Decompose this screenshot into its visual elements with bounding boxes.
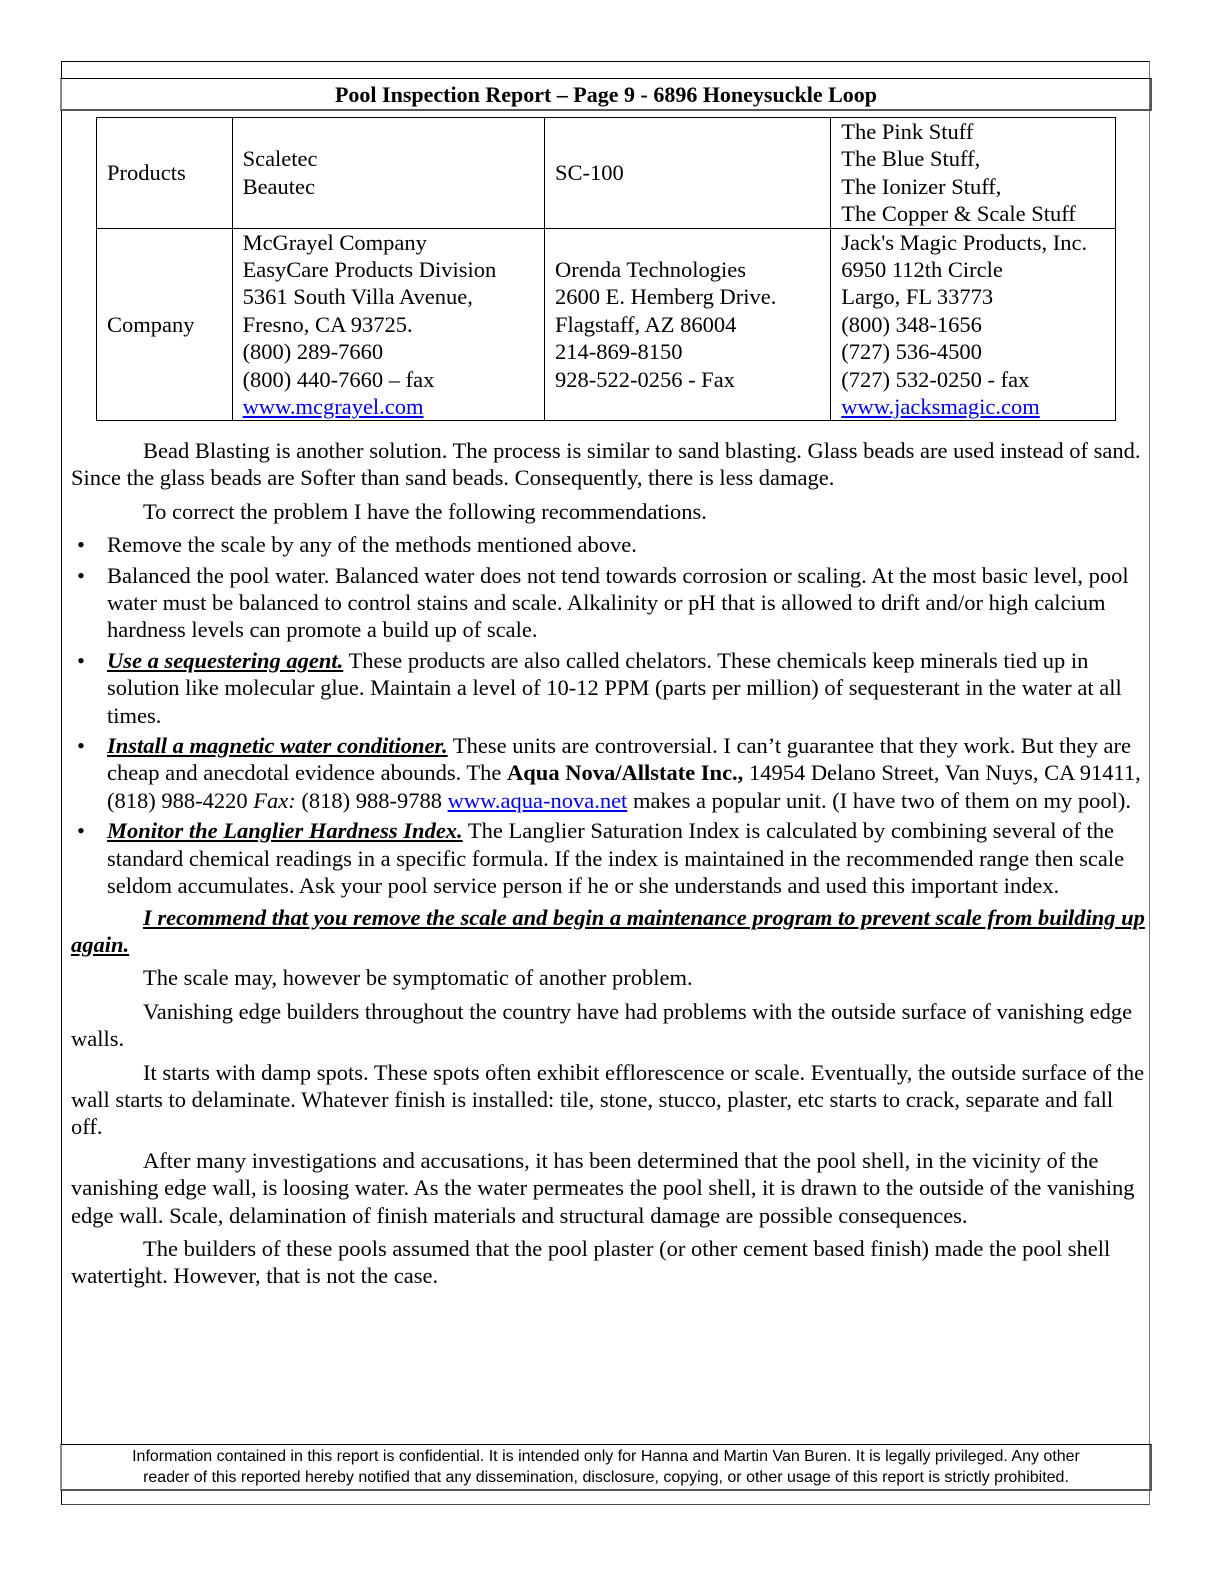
recommendations-list [71, 531, 1146, 899]
list-item-remove-scale: • Remove the scale by any of the methods mentioned above. [71, 531, 1146, 558]
bullet-icon: • [77, 562, 85, 588]
list-item-sequestering-agent: • Use a sequestering agent. These products are also called chelators. These chemicals keep minerals tied up in solution like molecular glue. Maintain a level of 10-12 PPM (parts per million) of sequesterant in the water at all times. [71, 647, 1146, 729]
products-cell-mcgrayel: Scaletec Beautec [232, 118, 544, 229]
products-table [96, 117, 1116, 421]
paragraph-vanishing-edge: Vanishing edge builders throughout the country have had problems with the outside surface of vanishing edge walls. [71, 998, 1133, 1052]
magnetic-heading: Install a magnetic water conditioner. [107, 733, 448, 759]
products-cell-jacksmagic: The Pink Stuff The Blue Stuff, The Ionizer Stuff, The Copper & Scale Stuff [831, 118, 1116, 229]
bullet-icon: • [77, 733, 85, 759]
paragraph-recommendations-intro: To correct the problem I have the following recommendations. [143, 498, 707, 524]
report-body [71, 437, 1146, 1296]
paragraph-investigations: After many investigations and accusations, it has been determined that the pool shell, in the vicinity of the vanishing edge wall, is loosing water. As the water permeates the pool shell, it is drawn to the outside of the vanishing edge wall. Scale, delamination of finish materials and structural damage are possible consequences. [71, 1147, 1135, 1228]
confidentiality-footer [60, 1444, 1152, 1491]
paragraph-recommendation: I recommend that you remove the scale and begin a maintenance program to prevent scale from building up again. [71, 904, 1145, 957]
aqua-nova-company: Aqua Nova/Allstate Inc., [507, 760, 744, 786]
bullet-icon: • [77, 532, 85, 558]
footer-line-2: reader of this reported hereby notified that any dissemination, disclosure, copying, or other usage of this report is strictly prohibited. [143, 1469, 1069, 1486]
footer-line-1: Information contained in this report is confidential. It is intended only for Hanna and Martin Van Buren. It is legally privileged. Any other [132, 1448, 1080, 1465]
paragraph-symptomatic: The scale may, however be symptomatic of another problem. [143, 965, 693, 991]
aqua-nova-link[interactable]: www.aqua-nova.net [447, 787, 628, 813]
paragraph-builders: The builders of these pools assumed that the pool plaster (or other cement based finish) made the pool shell watertight. However, that is not the case. [71, 1235, 1111, 1289]
company-cell-mcgrayel: McGrayel Company EasyCare Products Division 5361 South Villa Avenue, Fresno, CA 93725. (800) 289-7660 (800) 440-7660 – fax www.mcgrayel.com [232, 228, 544, 421]
row-label-products: Products [97, 118, 233, 229]
paragraph-damp-spots: It starts with damp spots. These spots often exhibit efflorescence or scale. Eventually, the outside surface of the wall starts to delaminate. Whatever finish is installed: tile, stone, stucco, plaster, etc starts to crack, separate and fall off. [71, 1059, 1145, 1140]
page-header [60, 78, 1152, 111]
bullet-icon: • [77, 818, 85, 844]
company-cell-jacksmagic: Jack's Magic Products, Inc. 6950 112th Circle Largo, FL 33773 (800) 348-1656 (727) 536-4500 (727) 532-0250 - fax www.jacksmagic.com [831, 228, 1116, 421]
list-item-magnetic-conditioner: • Install a magnetic water conditioner. These units are controversial. I can’t guarantee that they work. But they are cheap and anecdotal evidence abounds. The Aqua Nova/Allstate Inc., 14954 Delano Street, Van Nuys, CA 91411, (818) 988-4220 Fax: (818) 988-9788 www.aqua-nova.net makes a popular unit. (I have two of them on my pool). [71, 732, 1146, 814]
row-label-company: Company [97, 228, 233, 421]
jacksmagic-link[interactable]: www.jacksmagic.com [841, 394, 1040, 420]
table-row-products [97, 118, 1116, 229]
products-cell-orenda: SC-100 [544, 118, 830, 229]
mcgrayel-link[interactable]: www.mcgrayel.com [242, 394, 424, 420]
paragraph-bead-blasting: Bead Blasting is another solution. The process is similar to sand blasting. Glass beads are used instead of sand. Since the glass beads are Softer than sand beads. Consequently, there is less damage. [71, 438, 1141, 491]
langlier-heading: Monitor the Langlier Hardness Index. [107, 818, 463, 844]
sequestering-heading: Use a sequestering agent. [107, 647, 344, 673]
company-cell-orenda: Orenda Technologies 2600 E. Hemberg Drive. Flagstaff, AZ 86004 214-869-8150 928-522-0256 - Fax [544, 228, 830, 421]
list-item-langlier-index: • Monitor the Langlier Hardness Index. The Langlier Saturation Index is calculated by combining several of the standard chemical readings in a specific formula. If the index is maintained in the recommended range then scale seldom accumulates. Ask your pool service person if he or she understands and used this important index. [71, 817, 1146, 899]
table-row-company [97, 228, 1116, 421]
list-item-balance-water: • Balanced the pool water. Balanced water does not tend towards corrosion or scaling. At the most basic level, pool water must be balanced to control stains and scale. Alkalinity or pH that is allowed to drift and/or high calcium hardness levels can promote a build up of scale. [71, 562, 1146, 644]
page-title: Pool Inspection Report – Page 9 - 6896 Honeysuckle Loop [334, 82, 878, 107]
bullet-icon: • [77, 647, 85, 673]
